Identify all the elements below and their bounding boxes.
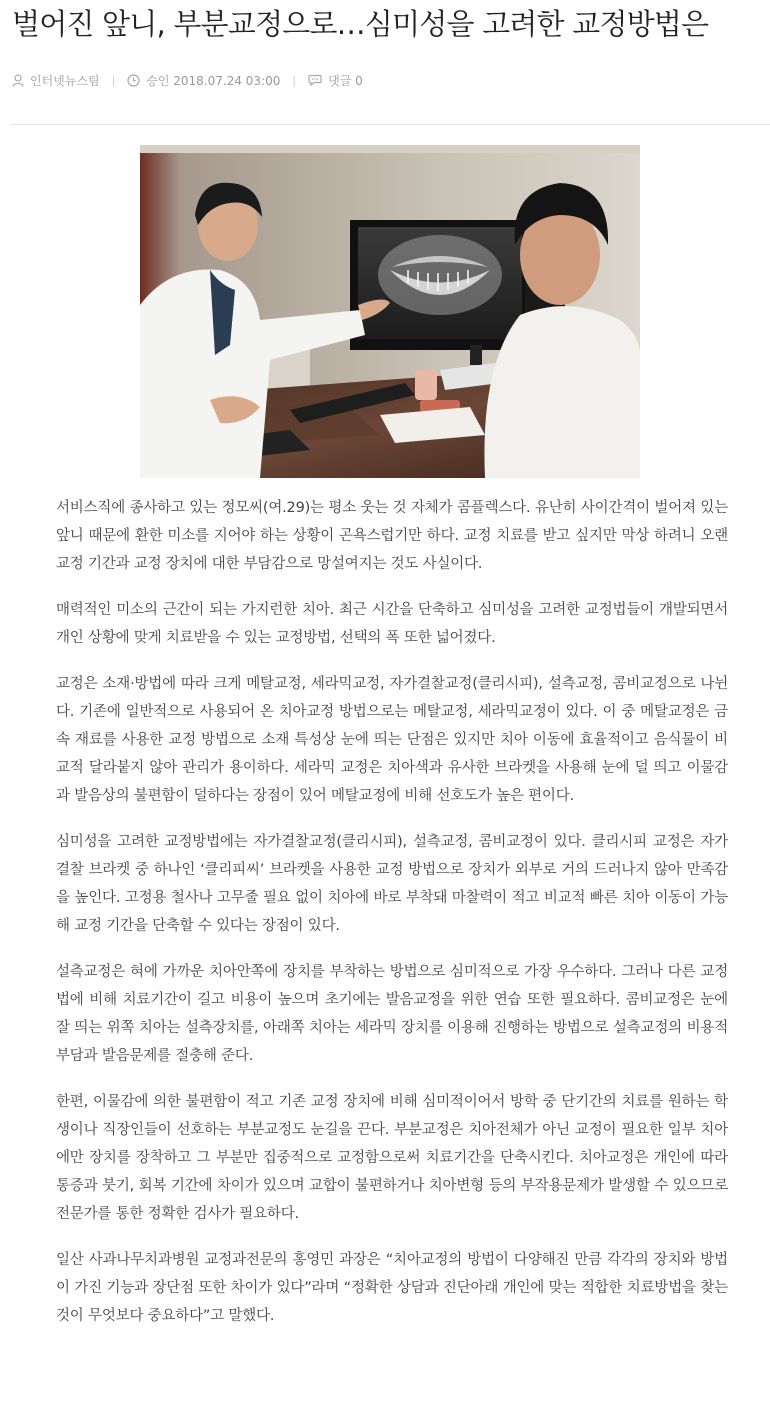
user-icon — [12, 74, 24, 87]
article-paragraph: 일산 사과나무치과병원 교정과전문의 홍영민 과장은 “치아교정의 방법이 다양해진 만큼 각각의 장치와 방법이 가진 기능과 장단점 또한 차이가 있다”라며 “정확한 상담과 진단아래 개인에 맞는 적합한 치료방법을 찾는 것이 무엇보다 중요하다”고 말했다. — [56, 1252, 728, 1324]
author-name: 인터넷뉴스팀 — [30, 73, 100, 88]
comments-link[interactable] — [308, 72, 363, 89]
article-paragraph: 매력적인 미소의 근간이 되는 가지런한 치아. 최근 시간을 단축하고 심미성을 고려한 교정법들이 개발되면서 개인 상황에 맞게 치료받을 수 있는 교정방법, 선택의 폭 또한 넓어졌다. — [56, 602, 728, 646]
comment-icon — [308, 74, 322, 86]
approved-info — [127, 72, 280, 89]
article-paragraph: 심미성을 고려한 교정방법에는 자가결찰교정(클리시피), 설측교정, 콤비교정이 있다. 클리시피 교정은 자가 결찰 브라켓 중 하나인 ‘클리피씨’ 브라켓을 사용한 교정 방법으로 장치가 외부로 거의 드러나지 않아 만족감을 높인다. 고정용 철사나 고무줄 필요 없이 치아에 바로 부착돼 마찰력이 적고 비교적 빠른 치아 이동이 가능해 교정 기간을 단축할 수 있다는 장점이 있다. — [56, 834, 728, 934]
article-photo — [140, 145, 640, 478]
clock-icon — [127, 74, 140, 87]
header-divider — [10, 124, 770, 125]
meta-divider: | — [111, 73, 116, 87]
article-body — [56, 494, 728, 1348]
comment-count: 댓글 0 — [328, 73, 363, 88]
article-paragraph: 서비스직에 종사하고 있는 정모씨(여.29)는 평소 웃는 것 자체가 콤플렉스다. 유난히 사이간격이 벌어져 있는 앞니 때문에 환한 미소를 지어야 하는 상황이 곤욕스럽기만 하다. 교정 치료를 받고 싶지만 막상 하려니 오랜 교정 기간과 교정 장치에 대한 부담감으로 망설여지는 것도 사실이다. — [56, 500, 728, 572]
meta-divider: | — [292, 73, 297, 87]
author-info — [12, 72, 100, 89]
article-title: 벌어진 앞니, 부분교정으로…심미성을 고려한 교정방법은 — [12, 7, 709, 41]
article-paragraph: 교정은 소재·방법에 따라 크게 메탈교정, 세라믹교정, 자가결찰교정(클리시피), 설측교정, 콤비교정으로 나뉜다. 기존에 일반적으로 사용되어 온 치아교정 방법으로는 메탈교정, 세라믹교정이 있다. 이 중 메탈교정은 금속 재료를 사용한 교정 방법으로 소재 특성상 눈에 띄는 단점은 있지만 치아 이동에 효율적이고 음식물이 비교적 달라붙지 않아 관리가 용이하다. 세라믹 교정은 치아색과 유사한 브라켓을 사용해 눈에 덜 띄고 이물감과 발음상의 불편함이 덜하다는 장점이 있어 메탈교정에 비해 선호도가 높은 편이다. — [56, 676, 728, 804]
dental-consultation-photo — [140, 145, 640, 478]
article-paragraph: 설측교정은 혀에 가까운 치아안쪽에 장치를 부착하는 방법으로 심미적으로 가장 우수하다. 그러나 다른 교정법에 비해 치료기간이 길고 비용이 높으며 초기에는 발음교정을 위한 연습 또한 필요하다. 콤비교정은 눈에 잘 띄는 위쪽 치아는 설측장치를, 아래쪽 치아는 세라믹 장치를 이용해 진행하는 방법으로 설측교정의 비용적 부담과 발음문제를 절충해 준다. — [56, 964, 728, 1064]
article-paragraph: 한편, 이물감에 의한 불편함이 적고 기존 교정 장치에 비해 심미적이어서 방학 중 단기간의 치료를 원하는 학생이나 직장인들이 선호하는 부분교정도 눈길을 끈다. 부분교정은 치아전체가 아닌 교정이 필요한 일부 치아에만 장치를 장착하고 그 부분만 집중적으로 교정함으로써 치료기간을 단축시킨다. 치아교정은 개인에 따라 통증과 붓기, 회복 기간에 차이가 있으며 교합이 불편하거나 치아변형 등의 부작용문제가 발생할 수 있으므로 전문가를 통한 정확한 검사가 필요하다. — [56, 1094, 728, 1222]
approved-date: 승인 2018.07.24 03:00 — [146, 73, 281, 88]
article-meta — [12, 70, 363, 90]
